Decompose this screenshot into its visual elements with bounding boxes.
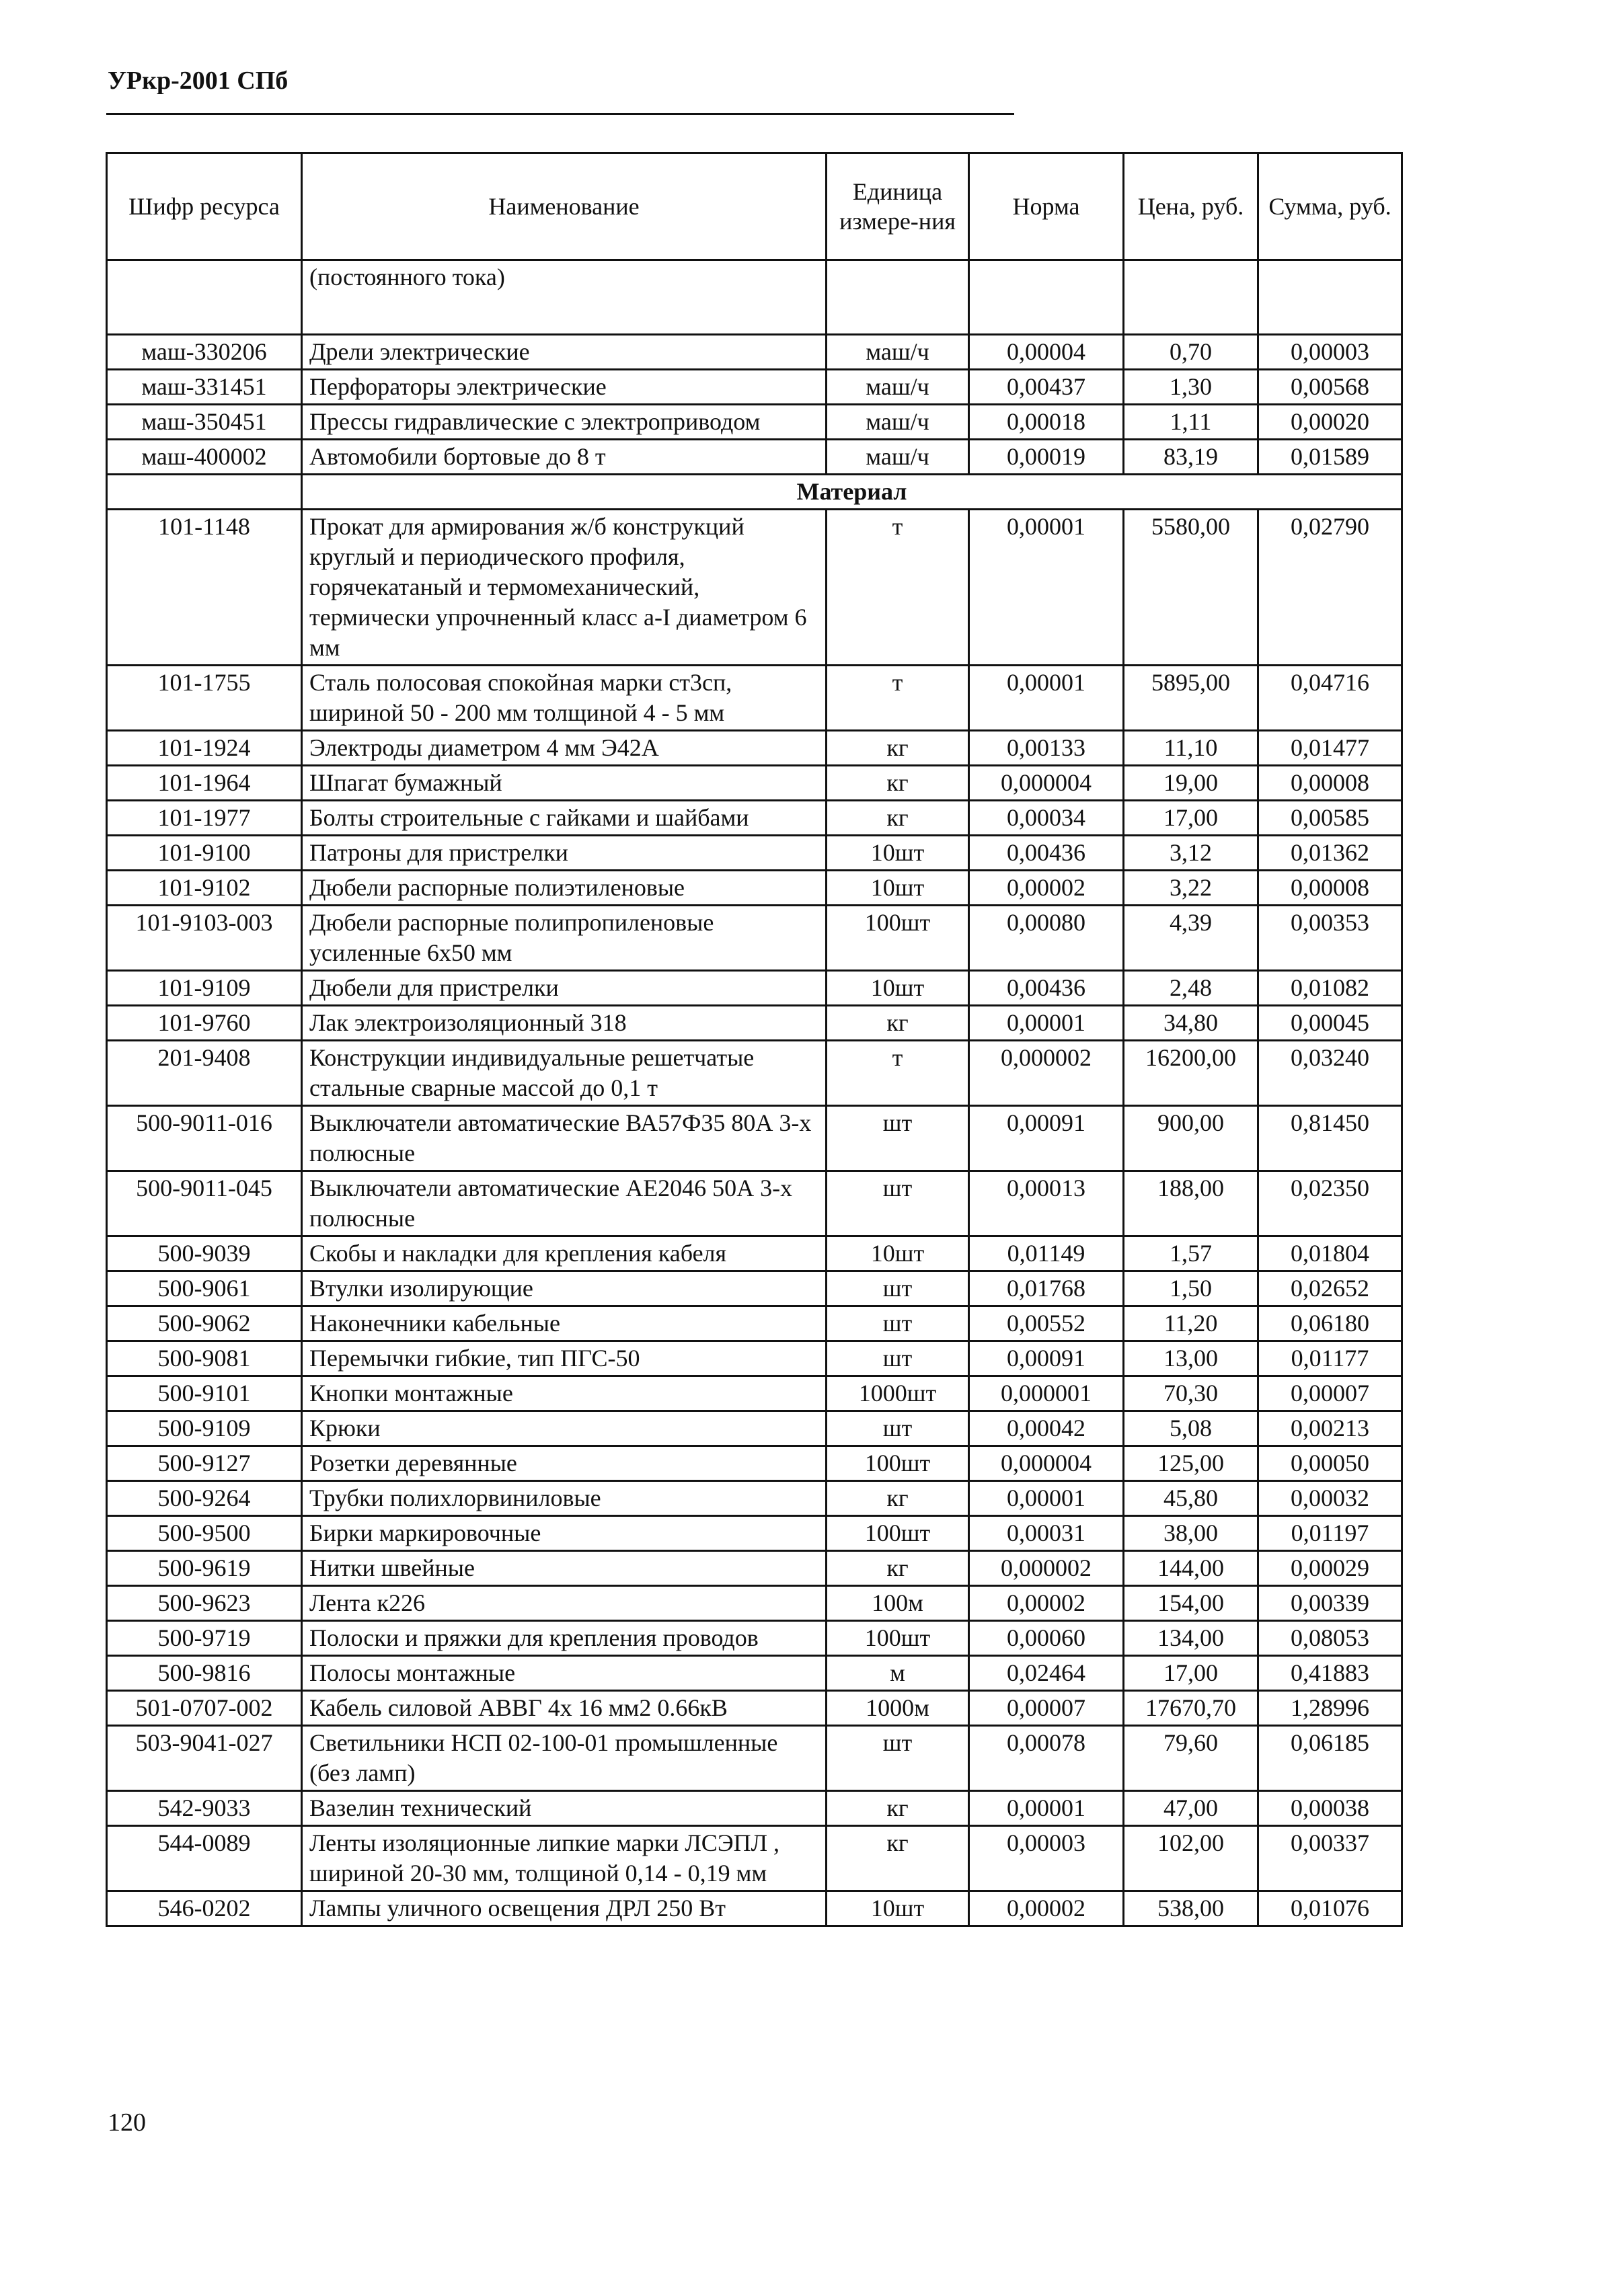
cell-norm: 0,000004: [969, 1446, 1124, 1481]
cell-name: Бирки маркировочные: [302, 1516, 827, 1551]
cell-norm: 0,00001: [969, 510, 1124, 666]
table-row: [107, 335, 1402, 370]
section-row: [107, 475, 1402, 510]
cell-name: Втулки изолирующие: [302, 1271, 827, 1306]
cell-price: 3,12: [1124, 836, 1258, 871]
cell-price: 2,48: [1124, 971, 1258, 1006]
table-row: [107, 1006, 1402, 1041]
cell-sum: 0,01477: [1258, 731, 1402, 766]
cell-unit: 1000шт: [827, 1376, 969, 1411]
cell-price: 188,00: [1124, 1171, 1258, 1236]
cell-code: 101-9103-003: [107, 906, 302, 971]
cell-norm: 0,00034: [969, 801, 1124, 836]
cell-code: 500-9619: [107, 1551, 302, 1586]
cell-unit: шт: [827, 1106, 969, 1171]
cell-price: 0,70: [1124, 335, 1258, 370]
col-header-sum: Сумма, руб.: [1258, 153, 1402, 260]
cell-code: 500-9109: [107, 1411, 302, 1446]
cell-norm: 0,00004: [969, 335, 1124, 370]
document-code: УРкр-2001 СПб: [108, 67, 289, 95]
cell-name: Лампы уличного освещения ДРЛ 250 Вт: [302, 1891, 827, 1926]
cell-price: 19,00: [1124, 766, 1258, 801]
cell-name: Кнопки монтажные: [302, 1376, 827, 1411]
cell-norm: 0,00001: [969, 1006, 1124, 1041]
cell-norm: 0,00018: [969, 405, 1124, 440]
cell-norm: 0,00091: [969, 1341, 1124, 1376]
cell-norm: 0,00091: [969, 1106, 1124, 1171]
cell-name: Перемычки гибкие, тип ПГС-50: [302, 1341, 827, 1376]
cell-unit: маш/ч: [827, 335, 969, 370]
cell-sum: 0,01197: [1258, 1516, 1402, 1551]
cell-norm: 0,00007: [969, 1691, 1124, 1726]
cell-name: Нитки швейные: [302, 1551, 827, 1586]
cell-sum: 0,06185: [1258, 1726, 1402, 1791]
cell-unit: кг: [827, 801, 969, 836]
cell-name: Выключатели автоматические ВА57Ф35 80А 3-х полюсные: [302, 1106, 827, 1171]
cell-price: 13,00: [1124, 1341, 1258, 1376]
cell-name: Дюбели распорные полипропиленовые усиленные 6х50 мм: [302, 906, 827, 971]
cell-unit: 100м: [827, 1586, 969, 1621]
table-row: [107, 1791, 1402, 1826]
cell-name: Трубки полихлорвиниловые: [302, 1481, 827, 1516]
cell-sum: 0,00003: [1258, 335, 1402, 370]
cell-price: 1,57: [1124, 1236, 1258, 1271]
cell-price: 83,19: [1124, 440, 1258, 475]
cell-sum: 0,00032: [1258, 1481, 1402, 1516]
cell-price: 154,00: [1124, 1586, 1258, 1621]
cell-unit: маш/ч: [827, 370, 969, 405]
cell-sum: 0,00007: [1258, 1376, 1402, 1411]
table-row: [107, 1341, 1402, 1376]
table-row: [107, 1826, 1402, 1891]
cell-unit: 10шт: [827, 836, 969, 871]
cell-sum: 0,08053: [1258, 1621, 1402, 1656]
table-header-row: [107, 153, 1402, 260]
table-row: [107, 1041, 1402, 1106]
cell-name: Автомобили бортовые до 8 т: [302, 440, 827, 475]
cell-norm: 0,00003: [969, 1826, 1124, 1891]
cell-price: 16200,00: [1124, 1041, 1258, 1106]
cell-norm: 0,00013: [969, 1171, 1124, 1236]
cell-norm: 0,000002: [969, 1041, 1124, 1106]
cell-unit: 100шт: [827, 1446, 969, 1481]
cell-code: 201-9408: [107, 1041, 302, 1106]
section-title: Материал: [302, 475, 1402, 510]
table-row: [107, 766, 1402, 801]
table-row: [107, 1656, 1402, 1691]
col-header-price: Цена, руб.: [1124, 153, 1258, 260]
cell-norm: 0,00042: [969, 1411, 1124, 1446]
cell-sum: 0,06180: [1258, 1306, 1402, 1341]
cell-code: 101-9109: [107, 971, 302, 1006]
cell-code: 500-9264: [107, 1481, 302, 1516]
table-row: [107, 405, 1402, 440]
cell-unit: т: [827, 666, 969, 731]
cell-norm: 0,000002: [969, 1551, 1124, 1586]
cell-sum: 1,28996: [1258, 1691, 1402, 1726]
cell-unit: 100шт: [827, 1621, 969, 1656]
cell-sum: 0,03240: [1258, 1041, 1402, 1106]
continuation-text: (постоянного тока): [302, 260, 827, 335]
cell-sum: 0,00045: [1258, 1006, 1402, 1041]
cell-norm: 0,00436: [969, 836, 1124, 871]
cell-code: 500-9101: [107, 1376, 302, 1411]
table-row: [107, 370, 1402, 405]
cell-name: Электроды диаметром 4 мм Э42А: [302, 731, 827, 766]
table-row: [107, 801, 1402, 836]
cell-code: 101-9760: [107, 1006, 302, 1041]
cell-sum: 0,00337: [1258, 1826, 1402, 1891]
cell-unit: 100шт: [827, 1516, 969, 1551]
cell-code: маш-330206: [107, 335, 302, 370]
cell-norm: 0,00019: [969, 440, 1124, 475]
cell-unit: шт: [827, 1726, 969, 1791]
cell-price: 79,60: [1124, 1726, 1258, 1791]
cell-sum: 0,00008: [1258, 871, 1402, 906]
cell-unit: 100шт: [827, 906, 969, 971]
resource-table: [106, 152, 1403, 1927]
cell-name: Светильники НСП 02-100-01 промышленные (без ламп): [302, 1726, 827, 1791]
cell-unit: т: [827, 510, 969, 666]
cell-sum: 0,01076: [1258, 1891, 1402, 1926]
cell-price: 538,00: [1124, 1891, 1258, 1926]
cell-name: Крюки: [302, 1411, 827, 1446]
cell-price: 102,00: [1124, 1826, 1258, 1891]
cell-unit: маш/ч: [827, 405, 969, 440]
table-row: [107, 1271, 1402, 1306]
table-row: [107, 510, 1402, 666]
table-row: [107, 1586, 1402, 1621]
cell-code: 500-9816: [107, 1656, 302, 1691]
table-row: [107, 666, 1402, 731]
cell-name: Прессы гидравлические с электроприводом: [302, 405, 827, 440]
cell-price: 17,00: [1124, 1656, 1258, 1691]
cell-name: Шпагат бумажный: [302, 766, 827, 801]
cell-sum: 0,00050: [1258, 1446, 1402, 1481]
cell-name: Патроны для пристрелки: [302, 836, 827, 871]
col-header-norm: Норма: [969, 153, 1124, 260]
table-row: [107, 1691, 1402, 1726]
cell-price: 5,08: [1124, 1411, 1258, 1446]
cell-name: Болты строительные с гайками и шайбами: [302, 801, 827, 836]
cell-price: 1,50: [1124, 1271, 1258, 1306]
cell-price: 1,11: [1124, 405, 1258, 440]
table-row: [107, 1481, 1402, 1516]
cell-unit: кг: [827, 766, 969, 801]
cell-norm: 0,00001: [969, 1791, 1124, 1826]
cell-name: Наконечники кабельные: [302, 1306, 827, 1341]
cell-name: Вазелин технический: [302, 1791, 827, 1826]
cell-sum: 0,02350: [1258, 1171, 1402, 1236]
cell-unit: кг: [827, 1006, 969, 1041]
cell-sum: 0,00568: [1258, 370, 1402, 405]
cell-code: 500-9719: [107, 1621, 302, 1656]
table-row: [107, 1891, 1402, 1926]
cell-price: 34,80: [1124, 1006, 1258, 1041]
cell-norm: 0,00001: [969, 1481, 1124, 1516]
cell-price: 5895,00: [1124, 666, 1258, 731]
cell-code: маш-331451: [107, 370, 302, 405]
cell-code: 500-9011-016: [107, 1106, 302, 1171]
table-row: [107, 1106, 1402, 1171]
cell-unit: 10шт: [827, 871, 969, 906]
cell-norm: 0,00002: [969, 871, 1124, 906]
cell-norm: 0,00133: [969, 731, 1124, 766]
cell-unit: шт: [827, 1411, 969, 1446]
cell-code: 101-9100: [107, 836, 302, 871]
cell-sum: 0,00213: [1258, 1411, 1402, 1446]
cell-code: 101-9102: [107, 871, 302, 906]
cell-sum: 0,01177: [1258, 1341, 1402, 1376]
cell-name: Лента к226: [302, 1586, 827, 1621]
header-rule: [106, 113, 1014, 115]
cell-sum: 0,00029: [1258, 1551, 1402, 1586]
table-row: [107, 1621, 1402, 1656]
cell-price: 4,39: [1124, 906, 1258, 971]
table-row: [107, 1306, 1402, 1341]
cell-code: 546-0202: [107, 1891, 302, 1926]
cell-unit: кг: [827, 1791, 969, 1826]
cell-unit: маш/ч: [827, 440, 969, 475]
cell-name: Дрели электрические: [302, 335, 827, 370]
cell-norm: 0,00078: [969, 1726, 1124, 1791]
table-row: [107, 731, 1402, 766]
cell-unit: м: [827, 1656, 969, 1691]
cell-norm: 0,00437: [969, 370, 1124, 405]
cell-price: 134,00: [1124, 1621, 1258, 1656]
cell-code: 500-9011-045: [107, 1171, 302, 1236]
cell-code: маш-350451: [107, 405, 302, 440]
cell-unit: 10шт: [827, 971, 969, 1006]
table-row: [107, 871, 1402, 906]
cell-name: Розетки деревянные: [302, 1446, 827, 1481]
cell-norm: 0,02464: [969, 1656, 1124, 1691]
cell-code: 542-9033: [107, 1791, 302, 1826]
cell-unit: кг: [827, 1481, 969, 1516]
cell-code: 500-9500: [107, 1516, 302, 1551]
table-row: [107, 440, 1402, 475]
cell-norm: 0,00080: [969, 906, 1124, 971]
cell-unit: шт: [827, 1271, 969, 1306]
cell-sum: 0,00339: [1258, 1586, 1402, 1621]
cell-norm: 0,01768: [969, 1271, 1124, 1306]
cell-price: 900,00: [1124, 1106, 1258, 1171]
cell-sum: 0,04716: [1258, 666, 1402, 731]
cell-sum: 0,00008: [1258, 766, 1402, 801]
cell-code: 500-9081: [107, 1341, 302, 1376]
cell-code: 101-1148: [107, 510, 302, 666]
col-header-name: Наименование: [302, 153, 827, 260]
cell-sum: 0,01589: [1258, 440, 1402, 475]
cell-name: Ленты изоляционные липкие марки ЛСЭПЛ , шириной 20-30 мм, толщиной 0,14 - 0,19 мм: [302, 1826, 827, 1891]
cell-unit: шт: [827, 1171, 969, 1236]
cell-code: 500-9127: [107, 1446, 302, 1481]
table-row: [107, 1171, 1402, 1236]
cell-price: 144,00: [1124, 1551, 1258, 1586]
cell-price: 11,10: [1124, 731, 1258, 766]
cell-code: 500-9039: [107, 1236, 302, 1271]
cell-code: 500-9062: [107, 1306, 302, 1341]
cell-name: Перфораторы электрические: [302, 370, 827, 405]
cell-unit: кг: [827, 731, 969, 766]
cell-price: 47,00: [1124, 1791, 1258, 1826]
cell-unit: шт: [827, 1306, 969, 1341]
table-row: [107, 1411, 1402, 1446]
cell-code: 503-9041-027: [107, 1726, 302, 1791]
continuation-row: [107, 260, 1402, 335]
cell-name: Полоски и пряжки для крепления проводов: [302, 1621, 827, 1656]
table-row: [107, 971, 1402, 1006]
cell-unit: шт: [827, 1341, 969, 1376]
page-number: 120: [108, 2108, 146, 2137]
cell-price: 11,20: [1124, 1306, 1258, 1341]
cell-sum: 0,81450: [1258, 1106, 1402, 1171]
cell-code: 101-1924: [107, 731, 302, 766]
cell-norm: 0,000001: [969, 1376, 1124, 1411]
cell-name: Сталь полосовая спокойная марки ст3сп, шириной 50 - 200 мм толщиной 4 - 5 мм: [302, 666, 827, 731]
cell-name: Выключатели автоматические АЕ2046 50А 3-х полюсные: [302, 1171, 827, 1236]
cell-name: Конструкции индивидуальные решетчатые стальные сварные массой до 0,1 т: [302, 1041, 827, 1106]
cell-sum: 0,00353: [1258, 906, 1402, 971]
cell-name: Кабель силовой АВВГ 4х 16 мм2 0.66кВ: [302, 1691, 827, 1726]
cell-code: 101-1964: [107, 766, 302, 801]
cell-name: Дюбели распорные полиэтиленовые: [302, 871, 827, 906]
cell-price: 1,30: [1124, 370, 1258, 405]
cell-price: 38,00: [1124, 1516, 1258, 1551]
cell-name: Дюбели для пристрелки: [302, 971, 827, 1006]
cell-norm: 0,00436: [969, 971, 1124, 1006]
cell-price: 3,22: [1124, 871, 1258, 906]
cell-code: 101-1755: [107, 666, 302, 731]
cell-sum: 0,02652: [1258, 1271, 1402, 1306]
cell-unit: кг: [827, 1826, 969, 1891]
table-row: [107, 1516, 1402, 1551]
cell-price: 5580,00: [1124, 510, 1258, 666]
cell-price: 45,80: [1124, 1481, 1258, 1516]
cell-code: 500-9061: [107, 1271, 302, 1306]
cell-sum: 0,00585: [1258, 801, 1402, 836]
table-row: [107, 906, 1402, 971]
cell-price: 17670,70: [1124, 1691, 1258, 1726]
cell-name: Полосы монтажные: [302, 1656, 827, 1691]
cell-sum: 0,41883: [1258, 1656, 1402, 1691]
cell-sum: 0,01804: [1258, 1236, 1402, 1271]
table-row: [107, 1446, 1402, 1481]
cell-sum: 0,02790: [1258, 510, 1402, 666]
table-row: [107, 1551, 1402, 1586]
table-row: [107, 836, 1402, 871]
cell-norm: 0,00002: [969, 1891, 1124, 1926]
cell-unit: 10шт: [827, 1236, 969, 1271]
cell-unit: 10шт: [827, 1891, 969, 1926]
cell-name: Скобы и накладки для крепления кабеля: [302, 1236, 827, 1271]
cell-code: 500-9623: [107, 1586, 302, 1621]
table-row: [107, 1376, 1402, 1411]
cell-code: маш-400002: [107, 440, 302, 475]
cell-norm: 0,00552: [969, 1306, 1124, 1341]
cell-price: 70,30: [1124, 1376, 1258, 1411]
cell-code: 501-0707-002: [107, 1691, 302, 1726]
cell-sum: 0,01082: [1258, 971, 1402, 1006]
cell-name: Лак электроизоляционный 318: [302, 1006, 827, 1041]
cell-price: 125,00: [1124, 1446, 1258, 1481]
cell-code: 544-0089: [107, 1826, 302, 1891]
cell-sum: 0,00038: [1258, 1791, 1402, 1826]
col-header-code: Шифр ресурса: [107, 153, 302, 260]
cell-name: Прокат для армирования ж/б конструкций круглый и периодического профиля, горячекатаный и термомеханический, термически упрочненный класс а-I диаметром 6 мм: [302, 510, 827, 666]
cell-norm: 0,00060: [969, 1621, 1124, 1656]
cell-sum: 0,01362: [1258, 836, 1402, 871]
cell-code: 101-1977: [107, 801, 302, 836]
cell-unit: кг: [827, 1551, 969, 1586]
cell-sum: 0,00020: [1258, 405, 1402, 440]
cell-norm: 0,00001: [969, 666, 1124, 731]
cell-norm: 0,00031: [969, 1516, 1124, 1551]
cell-norm: 0,00002: [969, 1586, 1124, 1621]
cell-norm: 0,01149: [969, 1236, 1124, 1271]
cell-price: 17,00: [1124, 801, 1258, 836]
cell-norm: 0,000004: [969, 766, 1124, 801]
cell-unit: т: [827, 1041, 969, 1106]
table-row: [107, 1236, 1402, 1271]
col-header-unit: Единица измере-ния: [827, 153, 969, 260]
cell-unit: 1000м: [827, 1691, 969, 1726]
table-row: [107, 1726, 1402, 1791]
